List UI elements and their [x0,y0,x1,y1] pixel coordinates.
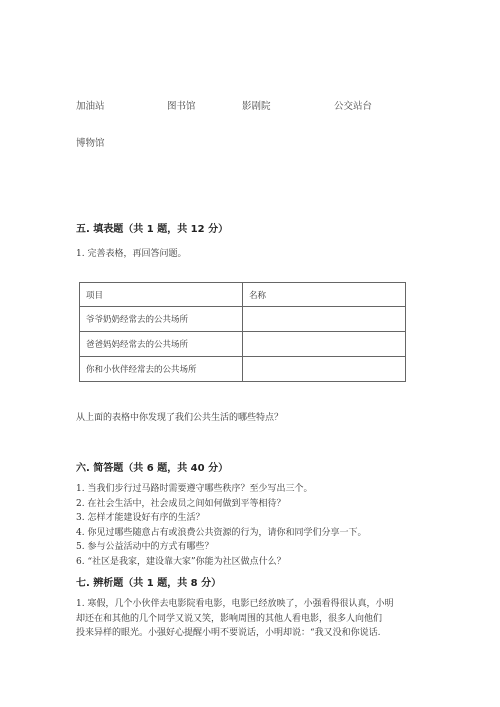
option-library: 图书馆 [167,101,196,112]
list-item: 5. 参与公益活动中的方式有哪些？ [76,542,214,553]
option-museum: 博物馆 [76,138,105,149]
table-cell-answer[interactable] [243,357,406,382]
section5-followup: 从上面的表格中你发现了我们公共生活的哪些特点？ [76,413,284,423]
table-header-row [80,283,406,307]
section6-list [76,482,366,570]
list-item: 6. “社区是我家，建设靠大家”你能为社区做点什么？ [76,556,286,567]
table-cell-label: 爷爷奶奶经常去的公共场所 [80,307,243,332]
table-cell-answer[interactable] [243,332,406,357]
option-gas-station: 加油站 [76,101,105,112]
section5-question: 1. 完善表格，再回答问题。 [76,249,187,259]
table-row [80,357,406,382]
paragraph-line: 投来异样的眼光。小强好心提醒小明不要说话，小明却说：“我又没和你说话. [76,628,381,639]
table-row [80,307,406,332]
section7-paragraph [76,597,393,641]
table-header-item: 项目 [80,283,243,307]
table-cell-answer[interactable] [243,307,406,332]
list-item: 4. 你见过哪些随意占有或浪费公共资源的行为，请你和同学们分享一下。 [76,527,367,538]
list-item: 1. 当我们步行过马路时需要遵守哪些秩序？至少写出三个。 [76,484,313,494]
paragraph-line: 却还在和其他的几个同学又说又笑，影响周围的其他人看电影，很多人向他们 [76,613,383,624]
table-cell-label: 爸爸妈妈经常去的公共场所 [80,332,243,357]
list-item: 2. 在社会生活中，社会成员之间如何做到平等相待？ [76,498,286,509]
section6-title: 六. 简答题（共 6 题，共 40 分） [76,463,229,474]
section7-title: 七. 辨析题（共 1 题，共 8 分） [76,578,222,589]
paragraph-line: 1. 寒假，几个小伙伴去电影院看电影，电影已经放映了，小强看得很认真，小明 [76,599,394,609]
option-theater: 影剧院 [242,101,271,112]
table-header-name: 名称 [243,283,406,307]
list-item: 3. 怎样才能建设好有序的生活？ [76,513,205,524]
option-bus-stop: 公交站台 [334,101,373,112]
table-cell-label: 你和小伙伴经常去的公共场所 [80,357,243,382]
section5-title: 五. 填表题（共 1 题，共 12 分） [76,224,229,235]
fill-in-table [79,282,406,382]
table-row [80,332,406,357]
